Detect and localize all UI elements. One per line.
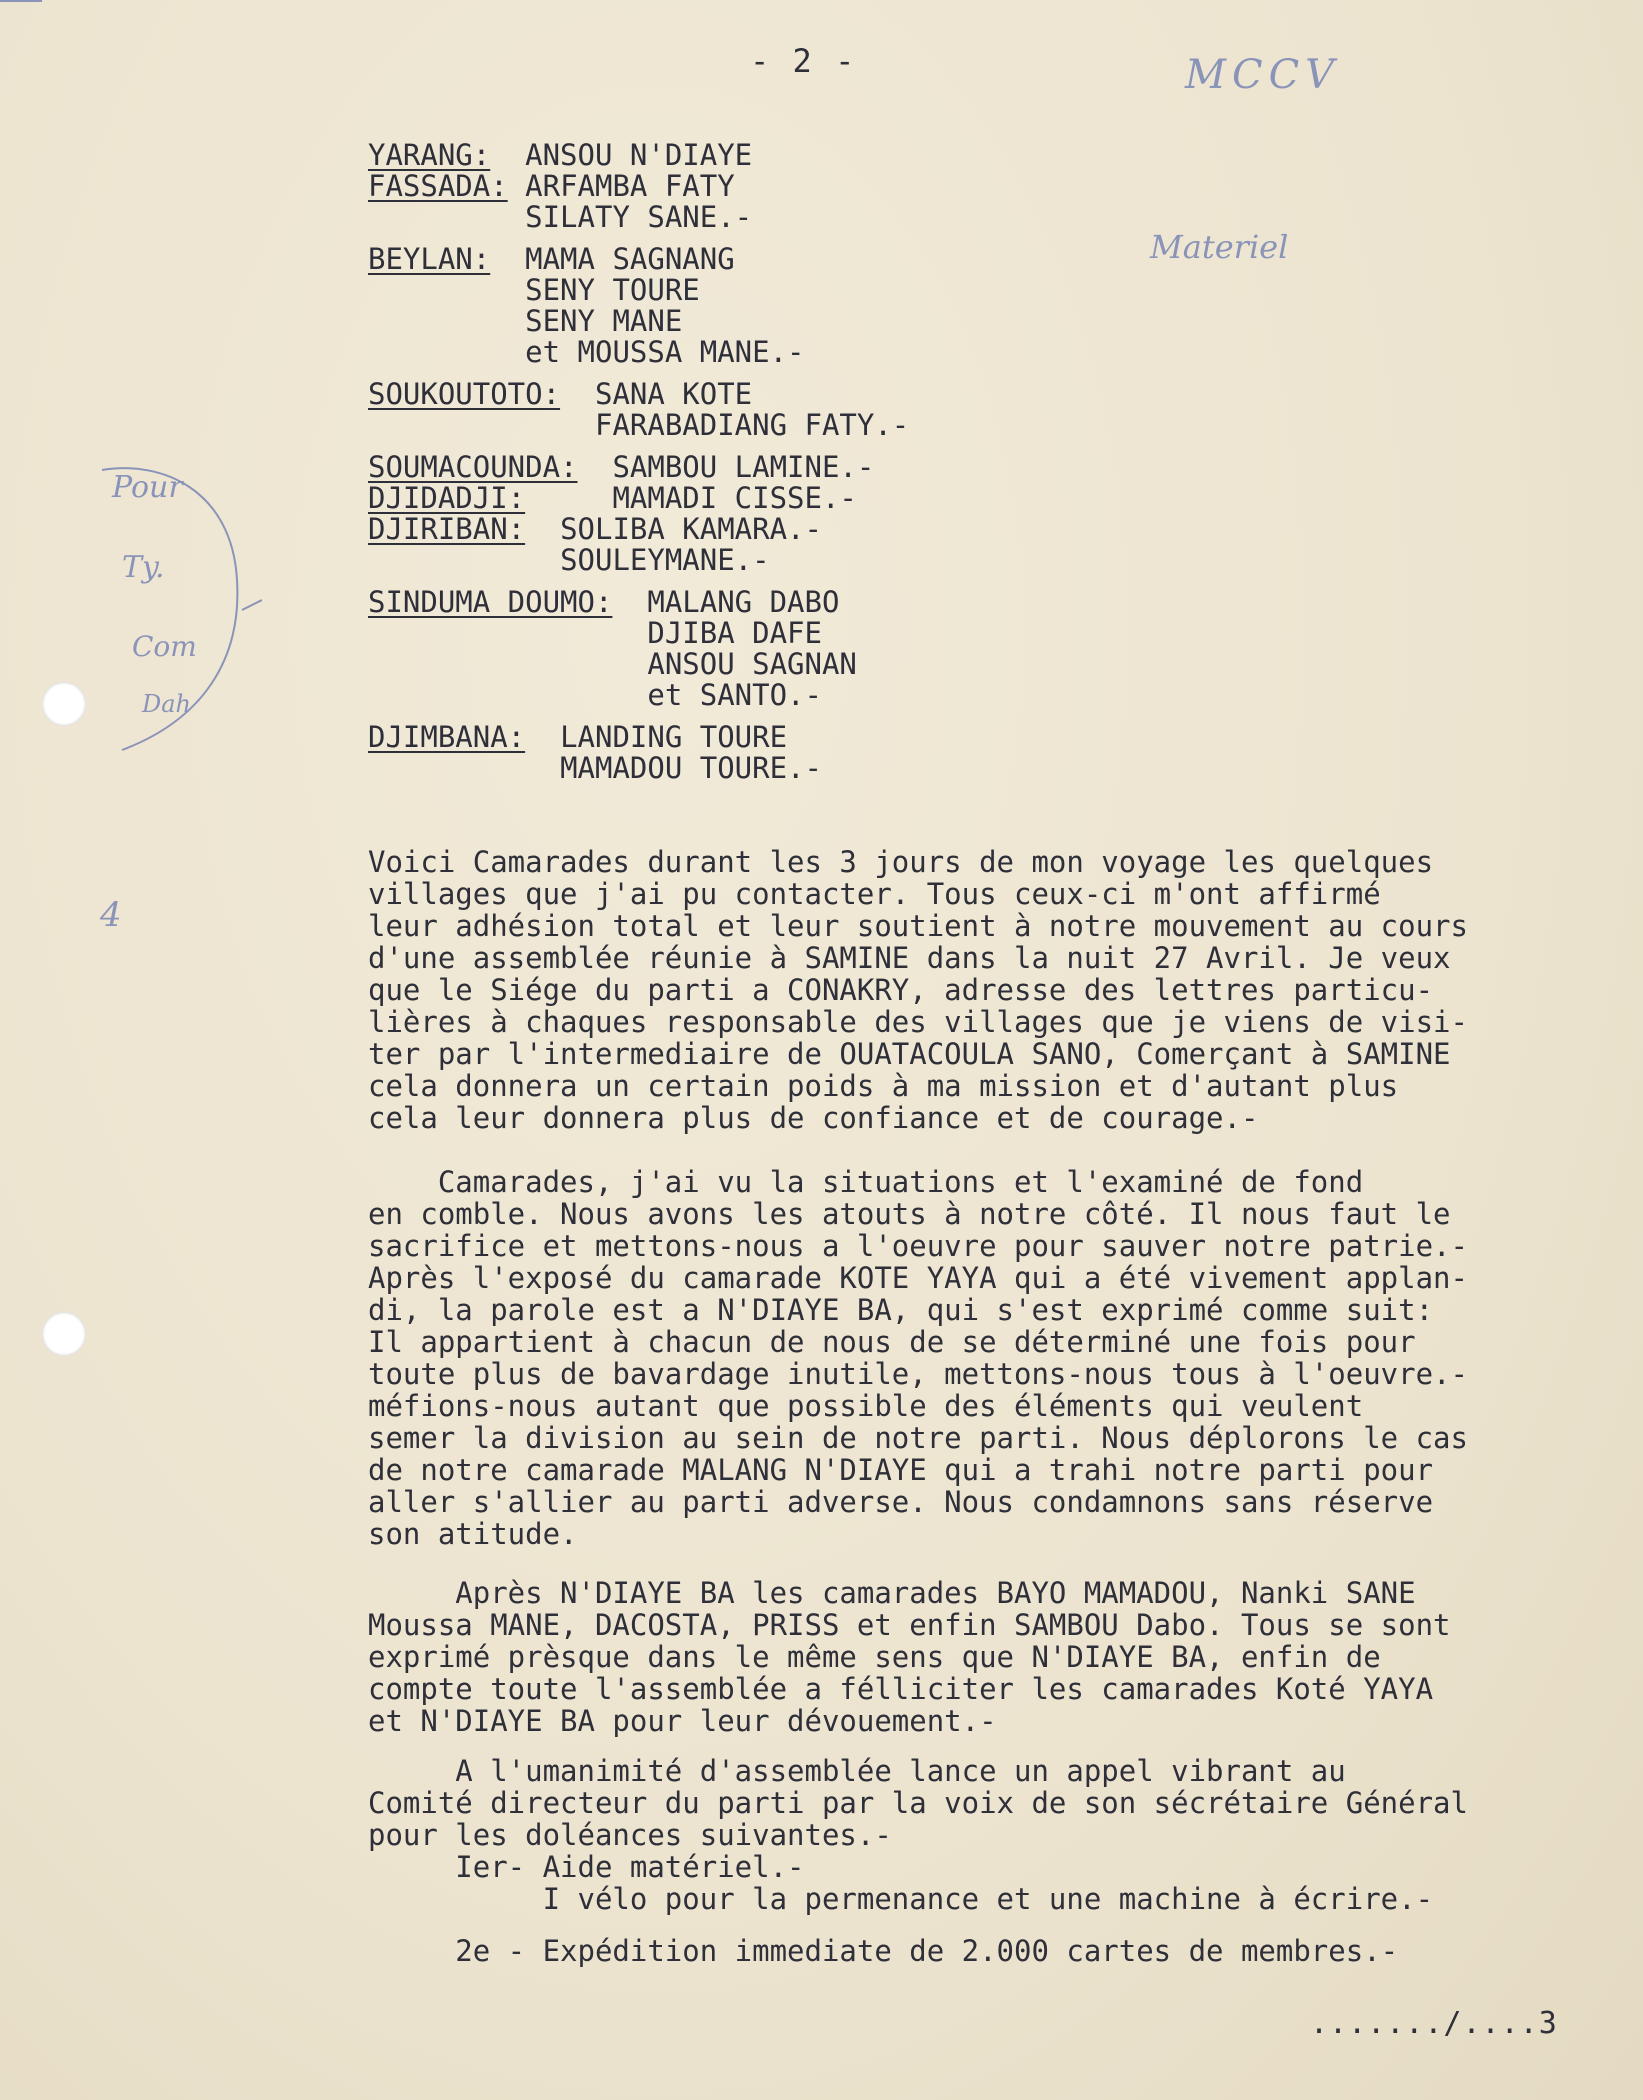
village-person-name: MALANG DABO (647, 585, 840, 619)
village-person-name: ARFAMBA FATY (525, 169, 735, 203)
village-person-name: ANSOU N'DIAYE (525, 138, 753, 172)
village-label: YARANG: (368, 138, 491, 172)
page-number: - 2 - (750, 42, 857, 80)
village-person-name: FARABADIANG FATY.- (594, 408, 910, 442)
handwritten-side-note (92, 460, 262, 760)
village-entry (368, 452, 909, 483)
village-list (368, 140, 909, 784)
handwritten-note-materiel: Materiel (1150, 228, 1289, 266)
village-entry (368, 514, 909, 576)
punch-hole-top (42, 682, 86, 726)
paragraph-text: Camarades, j'ai vu la situations et l'examiné de fond en comble. Nous avons les atouts à notre côté. Il nous faut le sacrifice et mettons-nous a l'oeuvre pour sauver notre patrie.- Après l'exposé du camarade KOTE YAYA qui a été vivement applan- di, la parole est a N'DIAYE BA, qui s'est exprimé comme suit: Il appartient à chacun de nous de se déterminé une fois pour toute plus de bavardage inutile, mettons-nous tous à l'oeuvre.- méfions-nous autant que possible des éléments qui veulent semer la division au sein de notre parti. Nous déplorons le cas de notre camarade MALANG N'DIAYE qui a trahi notre parti pour aller s'allier au parti adverse. Nous condamnons sans réserve son atitude. (368, 1165, 1468, 1551)
village-label: SOUMACOUNDA: (368, 450, 578, 484)
body-paragraph-1 (368, 846, 1628, 1134)
village-person-name: MAMADOU TOURE.- (560, 751, 822, 785)
village-person-name: et SANTO.- (647, 678, 822, 712)
village-label: FASSADA: (368, 169, 508, 203)
village-person-name: SENY MANE (525, 304, 683, 338)
handwritten-note-top: MCCV (1185, 52, 1341, 98)
village-person-name: ANSOU SAGNAN (647, 647, 857, 681)
village-person-name: SILATY SANE.- (525, 200, 753, 234)
village-entry (368, 722, 909, 784)
village-person-name: DJIBA DAFE (647, 616, 822, 650)
village-person-name: SOLIBA KAMARA.- (560, 512, 822, 546)
village-entry (368, 483, 909, 514)
paragraph-text: Voici Camarades durant les 3 jours de mon voyage les quelques villages que j'ai pu contacter. Tous ceux-ci m'ont affirmé leur adhésion total et leur soutient à notre mouvement au cours d'une assemblée réunie à SAMINE dans la nuit 27 Avril. Je veux que le Siége du parti a CONAKRY, adresse des lettres particu- lières à chaques responsable des villages que je viens de visi- ter par l'intermediaire de OUATACOULA SANO, Comerçant à SAMINE cela donnera un certain poids à ma mission et d'autant plus cela leur donnera plus de confiance et de courage.- (368, 845, 1468, 1135)
village-person-name: et MOUSSA MANE.- (525, 335, 805, 369)
body-paragraph-4 (368, 1755, 1628, 1915)
village-person-name: SANA KOTE (594, 377, 753, 411)
village-label: SOUKOUTOTO: (368, 377, 561, 411)
village-entry (368, 587, 909, 711)
village-entry (368, 171, 909, 233)
side-note-line-1: Pour (112, 470, 183, 505)
village-person-name: MAMA SAGNANG (525, 242, 735, 276)
village-entry (368, 140, 909, 171)
handwritten-margin-number: 4 (100, 895, 122, 935)
village-label: DJIMBANA: (368, 720, 526, 754)
punch-hole-bottom (42, 1312, 86, 1356)
body-paragraph-3 (368, 1577, 1628, 1737)
village-label: BEYLAN: (368, 242, 491, 276)
paragraph-text: A l'umanimité d'assemblée lance un appel vibrant au Comité directeur du parti par la voix de son sécrétaire Général pour les doléances suivantes.- Ier- Aide matériel.- I vélo pour la permenance et une machine à écrire.- (368, 1754, 1468, 1916)
village-label: DJIRIBAN: (368, 512, 526, 546)
side-note-line-4: Dah (142, 690, 192, 718)
village-entry (368, 379, 909, 441)
village-person-name: SENY TOURE (525, 273, 700, 307)
village-label: DJIDADJI: (368, 481, 526, 515)
village-label: SINDUMA DOUMO: (368, 585, 613, 619)
village-person-name: SAMBOU LAMINE.- (612, 450, 875, 484)
village-person-name: MAMADI CISSE.- (612, 481, 857, 515)
paragraph-text: 2e - Expédition immediate de 2.000 cartes de membres.- (368, 1934, 1399, 1968)
paragraph-text: Après N'DIAYE BA les camarades BAYO MAMADOU, Nanki SANE Moussa MANE, DACOSTA, PRISS et enfin SAMBOU Dabo. Tous se sont exprimé prèsque dans le même sens que N'DIAYE BA, enfin de compte toute l'assemblée a félliciter les camarades Koté YAYA et N'DIAYE BA pour leur dévouement.- (368, 1576, 1451, 1738)
village-entry (368, 244, 909, 368)
body-paragraph-2 (368, 1166, 1628, 1550)
village-person-name: LANDING TOURE (560, 720, 788, 754)
side-note-line-3: Com (132, 630, 197, 663)
side-note-line-2: Ty. (122, 550, 165, 585)
village-person-name: SOULEYMANE.- (560, 543, 770, 577)
continuation-marker: ......./....3 (1310, 2006, 1558, 2041)
body-paragraph-5 (368, 1935, 1628, 1967)
handwritten-dash (0, 0, 42, 2)
